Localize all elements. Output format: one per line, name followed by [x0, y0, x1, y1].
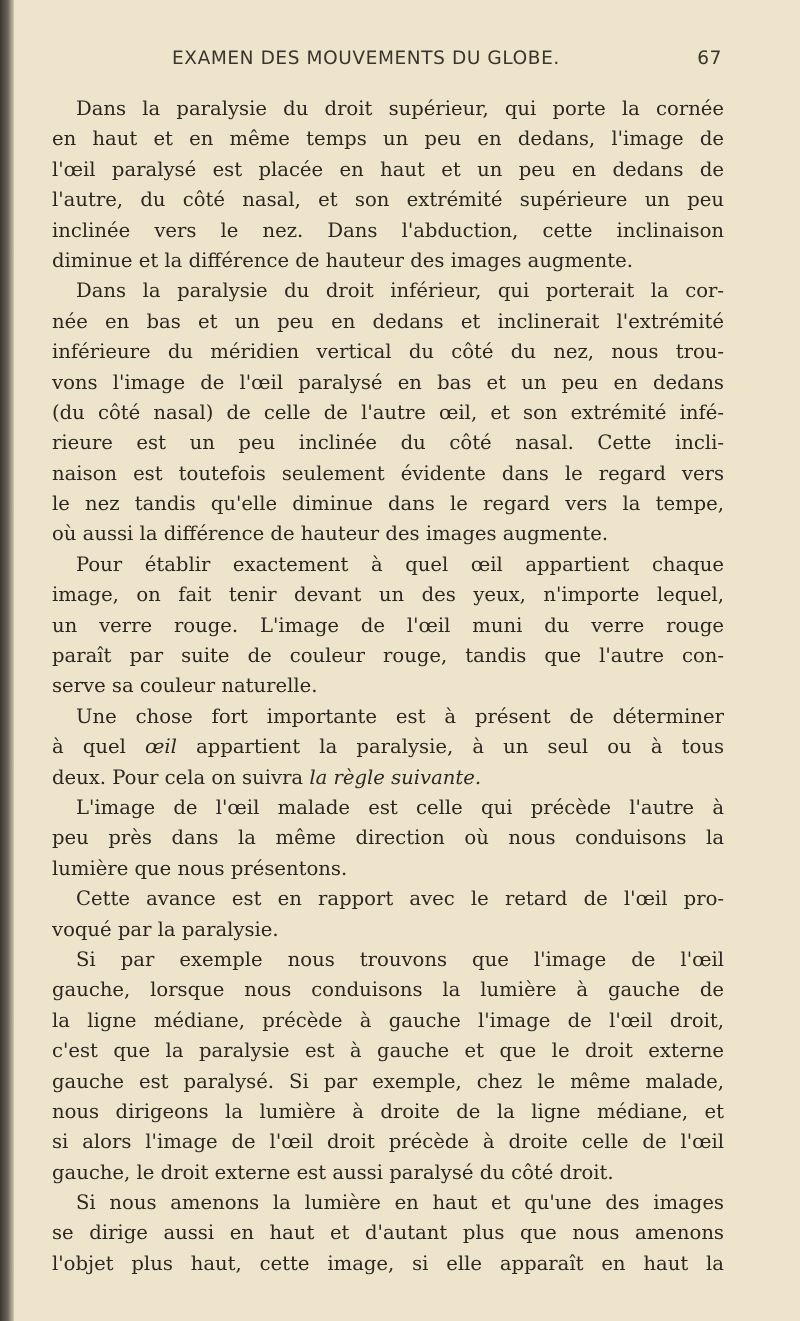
text-line-content: deux. Pour cela on suivra	[52, 765, 310, 789]
text-line-content: Si nous amenons la lumière en haut et qu'une des images	[76, 1191, 724, 1215]
text-line	[52, 641, 724, 671]
text-line-content: inférieure du méridien vertical du côté du nez, nous trou-	[52, 340, 724, 364]
text-line	[52, 611, 724, 641]
text-line-content: Dans la paralysie du droit inférieur, qui porterait la cor-	[76, 279, 724, 303]
text-line	[52, 1006, 724, 1036]
text-line-content: gauche, le droit externe est aussi paralysé du côté droit.	[52, 1160, 614, 1184]
text-line-content: L'image de l'œil malade est celle qui précède l'autre à	[76, 795, 724, 819]
body-text	[52, 94, 724, 1279]
italic-text: la règle suivante.	[309, 765, 482, 789]
text-line-content: gauche est paralysé. Si par exemple, chez le même malade,	[52, 1069, 724, 1093]
text-line	[52, 246, 724, 276]
text-line	[52, 185, 724, 215]
page-binding-edge	[0, 0, 14, 1321]
text-line-content: naison est toutefois seulement évidente dans le regard vers	[52, 461, 724, 485]
text-line-content: Dans la paralysie du droit supérieur, qui porte la cornée	[76, 97, 724, 120]
text-line	[52, 1097, 724, 1127]
text-line-content: le nez tandis qu'elle diminue dans le regard vers la tempe,	[52, 492, 724, 516]
text-line	[52, 975, 724, 1005]
text-line-content: peu près dans la même direction où nous conduisons la	[52, 826, 724, 850]
text-line	[52, 94, 724, 124]
text-line	[52, 519, 724, 549]
text-line-content: serve sa couleur naturelle.	[52, 674, 318, 698]
text-line	[52, 671, 724, 701]
text-line	[52, 945, 724, 975]
text-line	[52, 459, 724, 489]
running-header	[172, 48, 722, 80]
text-line	[52, 155, 724, 185]
text-line	[52, 1067, 724, 1097]
text-line	[52, 580, 724, 610]
text-line-content: née en bas et un peu en dedans et inclinerait l'extrémité	[52, 309, 724, 333]
text-line	[52, 368, 724, 398]
text-line	[52, 1218, 724, 1248]
text-line	[52, 884, 724, 914]
text-line	[52, 732, 724, 762]
text-line	[52, 307, 724, 337]
text-line-content: (du côté nasal) de celle de l'autre œil, et son extrémité infé-	[52, 400, 724, 424]
running-title: EXAMEN DES MOUVEMENTS DU GLOBE.	[172, 48, 560, 69]
text-line	[52, 1036, 724, 1066]
text-line	[52, 1158, 724, 1188]
text-line	[52, 915, 724, 945]
text-line-content: si alors l'image de l'œil droit précède à droite celle de l'œil	[52, 1130, 724, 1154]
text-line-content: rieure est un peu inclinée du côté nasal. Cette incli-	[52, 431, 724, 455]
text-line-content: paraît par suite de couleur rouge, tandis que l'autre con-	[52, 644, 724, 668]
text-line-content: la ligne médiane, précède à gauche l'image de l'œil droit,	[52, 1008, 724, 1032]
text-line-content: voqué par la paralysie.	[52, 917, 279, 941]
text-line-content: un verre rouge. L'image de l'œil muni du verre rouge	[52, 613, 724, 637]
text-line	[52, 489, 724, 519]
text-line-content: Pour établir exactement à quel œil appartient chaque	[76, 552, 724, 576]
text-line	[52, 550, 724, 580]
text-line	[52, 823, 724, 853]
text-line-content: Cette avance est en rapport avec le retard de l'œil pro-	[76, 887, 724, 911]
text-line-content: inclinée vers le nez. Dans l'abduction, cette inclinaison	[52, 218, 724, 242]
text-line-content: image, on fait tenir devant un des yeux, n'importe lequel,	[52, 583, 724, 607]
text-line-content: nous dirigeons la lumière à droite de la ligne médiane, et	[52, 1099, 724, 1123]
text-line	[52, 216, 724, 246]
text-line	[52, 124, 724, 154]
text-line-content: se dirige aussi en haut et d'autant plus que nous amenons	[52, 1221, 724, 1245]
text-line-content: diminue et la différence de hauteur des images augmente.	[52, 248, 633, 272]
text-line-content: l'autre, du côté nasal, et son extrémité supérieure un peu	[52, 188, 724, 212]
text-line	[52, 793, 724, 823]
text-line-continuation: appartient la paralysie, à un seul ou à tous	[176, 735, 724, 759]
italic-text: œil	[145, 735, 177, 759]
text-line-content: Une chose fort importante est à présent de déterminer	[76, 704, 724, 728]
text-line-content: en haut et en même temps un peu en dedans, l'image de	[52, 127, 724, 151]
text-line-content: gauche, lorsque nous conduisons la lumière à gauche de	[52, 978, 724, 1002]
text-line	[52, 1188, 724, 1218]
text-line-content: l'œil paralysé est placée en haut et un peu en dedans de	[52, 157, 724, 181]
text-line	[52, 398, 724, 428]
text-line	[52, 763, 724, 793]
text-line	[52, 1127, 724, 1157]
text-line	[52, 854, 724, 884]
text-line	[52, 1249, 724, 1279]
text-line-content: à quel	[52, 735, 146, 759]
text-line	[52, 428, 724, 458]
text-line-content: vons l'image de l'œil paralysé en bas et un peu en dedans	[52, 370, 724, 394]
text-line-content: lumière que nous présentons.	[52, 856, 348, 880]
text-line	[52, 702, 724, 732]
text-line-content: c'est que la paralysie est à gauche et que le droit externe	[52, 1039, 724, 1063]
text-line-content: Si par exemple nous trouvons que l'image de l'œil	[76, 947, 724, 971]
text-line	[52, 276, 724, 306]
text-line	[52, 337, 724, 367]
page-number: 67	[697, 48, 722, 69]
text-line-content: l'objet plus haut, cette image, si elle apparaît en haut la	[52, 1251, 724, 1275]
text-line-content: où aussi la différence de hauteur des images augmente.	[52, 522, 609, 546]
